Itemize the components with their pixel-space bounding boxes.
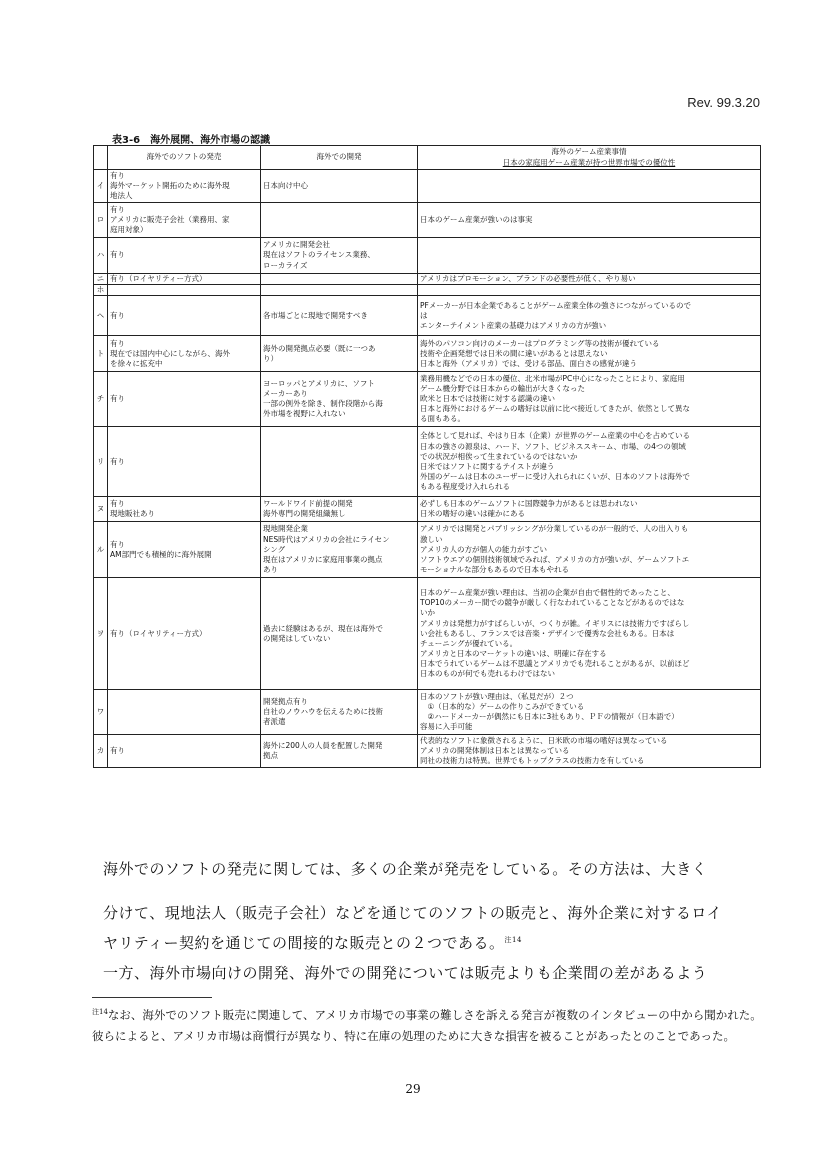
- cell-line: 有り: [110, 250, 125, 260]
- cell-rec: [418, 372, 761, 427]
- cell-line: る面もある。: [420, 414, 465, 424]
- table-row: [94, 238, 761, 274]
- cell-line: 有り: [110, 394, 125, 404]
- cell-sales: [108, 690, 261, 735]
- table-row: [94, 735, 761, 768]
- cell-line: 容易に入手可能: [420, 722, 473, 732]
- cell-line: 自社のノウハウを伝えるために技術: [263, 707, 383, 717]
- cell-line: 激しい: [420, 534, 443, 544]
- cell-line: ゲーム機分野では日本からの輸出が大きくなった: [420, 384, 585, 394]
- cell-line: モーショナルな部分もあるので日本もやれる: [420, 564, 570, 574]
- row-key: ロ: [94, 203, 108, 238]
- table-row: [94, 170, 761, 203]
- cell-line: 一部の例外を除き、制作段階から海: [263, 399, 383, 409]
- cell-sales: [108, 203, 261, 238]
- cell-line: アメリカに開発会社: [263, 240, 330, 250]
- cell-line: 庭用対象）: [110, 225, 148, 235]
- cell-line: を徐々に拡充中: [110, 358, 163, 368]
- cell-line: の開発はしていない: [263, 633, 331, 643]
- cell-line: 代表的なソフトに象徴されるように、日米欧の市場の嗜好は異なっている: [420, 736, 668, 746]
- cell-line: 海外に200人の人員を配置した開発: [263, 741, 383, 751]
- cell-rec: [418, 296, 761, 336]
- table-row: [94, 578, 761, 690]
- cell-sales: [108, 170, 261, 203]
- cell-line: TOP10のメーカー間での競争が厳しく行なわれていることなどがあるのではな: [420, 598, 685, 608]
- cell-line: 技術や企画発想では日米の間に違いがあるとは思えない: [420, 348, 608, 358]
- header-key: [94, 146, 108, 170]
- cell-dev: [261, 735, 418, 768]
- cell-dev: [261, 203, 418, 238]
- row-key: リ: [94, 427, 108, 497]
- cell-rec: [418, 427, 761, 497]
- body-line-2: 分けて、現地法人（販売子会社）などを通じてのソフトの販売と、海外企業に対するロイ: [103, 904, 722, 922]
- cell-dev: [261, 336, 418, 372]
- cell-line: ヨーロッパとアメリカに、ソフト: [263, 379, 375, 388]
- cell-rec: [418, 522, 761, 578]
- cell-line: アメリカの開発体制は日本とは異なっている: [420, 746, 570, 756]
- cell-line: メーカーあり: [263, 389, 308, 399]
- table-body: [94, 170, 761, 768]
- footnote: [92, 1002, 764, 1047]
- cell-dev: [261, 497, 418, 522]
- footnote-mark: 注14: [92, 1008, 108, 1016]
- header-recognition-line1: 海外のゲーム産業事情: [551, 147, 627, 157]
- cell-line: 現在はアメリカに家庭用事業の拠点: [263, 554, 383, 564]
- cell-line: 日本の強さの源泉は、ハード、ソフト、ビジネススキーム、市場、の4つの領域: [420, 441, 686, 451]
- cell-line: 有り: [110, 310, 125, 320]
- overseas-table: [93, 145, 761, 768]
- table-row: [94, 296, 761, 336]
- footnote-reference: 注14: [504, 936, 522, 944]
- table-row: [94, 372, 761, 427]
- table-row: [94, 285, 761, 296]
- cell-line: 海外マーケット開拓のために海外現: [110, 180, 230, 190]
- cell-line: 現地開発企業: [263, 524, 308, 534]
- header-dev: 海外での開発: [261, 146, 418, 170]
- cell-line: もある程度受け入れられる: [420, 482, 510, 491]
- body-line-3: [103, 932, 763, 953]
- cell-sales: [108, 336, 261, 372]
- cell-line: 日本のゲーム産業が強い理由は、当初の企業が自由で個性的であったこと、: [420, 588, 675, 598]
- cell-line: 日本のソフトが強い理由は、（私見だが）２つ: [420, 692, 574, 701]
- cell-sales: [108, 238, 261, 274]
- table-row: [94, 690, 761, 735]
- cell-line: 有り: [110, 456, 125, 466]
- cell-line: あり: [263, 564, 278, 574]
- cell-line: い会社もあるし、フランスでは音楽・デザインで優秀な会社もある。日本は: [420, 628, 675, 638]
- cell-line: 日本向け中心: [263, 180, 308, 190]
- cell-line: 欧米と日本では技術に対する認識の違い: [420, 394, 555, 404]
- cell-line: 有り（ロイヤリティー方式）: [110, 274, 207, 283]
- cell-dev: [261, 274, 418, 285]
- cell-rec: [418, 238, 761, 274]
- cell-line: 有り: [110, 338, 125, 348]
- table-caption: 表3-6 海外展開、海外市場の認識: [112, 135, 271, 146]
- cell-line: 必ずしも日本のゲームソフトに国際競争力があるとは思われない: [420, 499, 638, 509]
- cell-line: ①（日本的な）ゲームの作りこみができている: [420, 702, 585, 712]
- table-header-row: [94, 146, 761, 170]
- cell-line: 有り: [110, 539, 125, 549]
- cell-rec: [418, 497, 761, 522]
- cell-sales: [108, 285, 261, 296]
- cell-line: アメリカはプロモーション、ブランドの必要性が低く、やり易い: [420, 274, 636, 283]
- cell-line: AM部門でも積極的に海外展開: [110, 549, 212, 559]
- cell-dev: [261, 170, 418, 203]
- cell-sales: [108, 735, 261, 768]
- cell-line: 地法人: [110, 191, 133, 201]
- cell-rec: [418, 690, 761, 735]
- cell-line: ②ハードメーカーが偶然にも日本に3社もあり、ＰＦの情報が（日本語で）: [420, 712, 679, 722]
- page-number: 29: [405, 1082, 421, 1096]
- revision-label: Rev. 99.3.20: [687, 95, 760, 110]
- header-recognition: [418, 146, 761, 170]
- cell-line: 有り: [110, 170, 125, 180]
- row-key: ト: [94, 336, 108, 372]
- body-line-3-text: ヤリティー契約を通じての間接的な販売との２つである。: [103, 934, 505, 952]
- cell-line: 者派遣: [263, 717, 286, 727]
- cell-line: チューニングが優れている。: [420, 638, 518, 648]
- cell-line: ワールドワイド前提の開発: [263, 499, 353, 509]
- cell-line: 日本と海外（アメリカ）では、受ける部品、面白さの感覚が違う: [420, 358, 637, 368]
- cell-sales: [108, 372, 261, 427]
- body-line-1: 海外でのソフトの発売に関しては、多くの企業が発売をしている。その方法は、大きく: [103, 860, 708, 878]
- cell-dev: [261, 690, 418, 735]
- cell-rec: [418, 336, 761, 372]
- cell-rec: [418, 735, 761, 768]
- cell-sales: [108, 522, 261, 578]
- header-recognition-line2: 日本の家庭用ゲーム産業が持つ世界市場での優位性: [502, 157, 676, 167]
- row-key: ハ: [94, 238, 108, 274]
- table-row: [94, 336, 761, 372]
- cell-line: 業務用機などでの日本の優位、北米市場がPC中心になったことにより、家庭用: [420, 373, 685, 383]
- cell-line: ローカライズ: [263, 260, 308, 270]
- cell-line: 開発拠点有り: [263, 697, 308, 707]
- cell-sales: [108, 578, 261, 690]
- table-row: [94, 522, 761, 578]
- cell-rec: [418, 578, 761, 690]
- cell-sales: [108, 497, 261, 522]
- cell-dev: [261, 372, 418, 427]
- cell-line: 過去に経験はあるが、現在は海外で: [263, 623, 383, 633]
- table-row: [94, 497, 761, 522]
- cell-rec: [418, 203, 761, 238]
- header-sales: 海外でのソフトの発売: [108, 146, 261, 170]
- cell-sales: [108, 274, 261, 285]
- cell-line: 日米の嗜好の違いは確かにある: [420, 509, 525, 519]
- footnote-divider: [92, 997, 212, 998]
- cell-line: シング: [263, 544, 286, 554]
- row-key: ワ: [94, 690, 108, 735]
- cell-line: 同社の技術力は特異。世界でもトップクラスの技術力を有している: [420, 756, 645, 766]
- cell-line: 有り: [110, 204, 125, 214]
- cell-line: 各市場ごとに現地で開発すべき: [263, 310, 368, 320]
- row-key: ホ: [94, 285, 108, 296]
- row-key: ヌ: [94, 497, 108, 522]
- row-key: イ: [94, 170, 108, 203]
- cell-sales: [108, 427, 261, 497]
- cell-line: 日米ではソフトに関するテイストが違う: [420, 461, 555, 471]
- cell-line: アメリカは発想力がすばらしいが、つくりが雑。イギリスには技術力ですばらし: [420, 618, 690, 628]
- cell-line: PFメーカーが日本企業であることがゲーム産業全体の強さにつながっているので: [420, 300, 692, 310]
- cell-line: アメリカに販売子会社（業務用、家: [110, 214, 230, 224]
- cell-line: 外国のゲームは日本のユーザーに受け入れられにくいが、日本のソフトは海外で: [420, 471, 690, 481]
- cell-line: は: [420, 310, 428, 320]
- cell-line: アメリカと日本のマーケットの違いは、明確に存在する: [420, 648, 607, 658]
- cell-line: 日本でうれているゲームは不思議とアメリカでも売れることがあるが、以前ほど: [420, 659, 690, 669]
- cell-line: 日本のゲーム産業が強いのは事実: [420, 214, 533, 224]
- cell-dev: [261, 522, 418, 578]
- cell-line: アメリカ人の方が個人の能力がすごい: [420, 544, 547, 554]
- cell-line: ソフトウエアの個別技術領域でみれば、アメリカの方が強いが、ゲームソフトエ: [420, 554, 690, 564]
- row-key: ヘ: [94, 296, 108, 336]
- row-key: チ: [94, 372, 108, 427]
- cell-line: 拠点: [263, 751, 278, 761]
- cell-line: 有り: [110, 499, 125, 509]
- body-line-4: 一方、海外市場向けの開発、海外での開発については販売よりも企業間の差があるよう: [103, 964, 708, 982]
- cell-rec: [418, 285, 761, 296]
- cell-line: 現在はソフトのライセンス業務、: [263, 250, 375, 260]
- cell-sales: [108, 296, 261, 336]
- cell-dev: [261, 296, 418, 336]
- footnote-text: なお、海外でのソフト販売に関連して、アメリカ市場での事業の難しさを訴える発言が複数のインタビューの中から聞かれた。彼らによると、アメリカ市場は商慣行が異なり、特に在庫の処理のために大きな損害を被ることがあったとのことであった。: [92, 1007, 762, 1043]
- cell-line: エンターテイメント産業の基礎力はアメリカの方が強い: [420, 320, 607, 330]
- cell-line: 全体として見れば、やはり日本（企業）が世界のゲーム産業の中心を占めている: [420, 431, 690, 441]
- cell-dev: [261, 427, 418, 497]
- cell-rec: [418, 274, 761, 285]
- cell-line: アメリカでは開発とパブリッシングが分業しているのが一般的で、人の出入りも: [420, 524, 689, 534]
- cell-dev: [261, 285, 418, 296]
- row-key: カ: [94, 735, 108, 768]
- cell-line: 海外専門の開発組織無し: [263, 509, 346, 519]
- cell-dev: [261, 238, 418, 274]
- cell-line: 現在では国内中心にしながら、海外: [110, 348, 230, 358]
- row-key: ニ: [94, 274, 108, 285]
- row-key: ヲ: [94, 578, 108, 690]
- cell-line: 外市場を視野に入れない: [263, 409, 346, 419]
- cell-line: NES時代はアメリカの会社にライセン: [263, 534, 390, 544]
- table-row: [94, 274, 761, 285]
- cell-line: り）: [263, 353, 278, 363]
- cell-line: 現地販社あり: [110, 509, 155, 519]
- cell-dev: [261, 578, 418, 690]
- cell-line: 海外の開発拠点必要（既に一つあ: [263, 343, 376, 353]
- table-row: [94, 203, 761, 238]
- cell-line: いか: [420, 608, 435, 618]
- cell-line: 有り: [110, 746, 125, 756]
- cell-line: 日本と海外におけるゲームの嗜好は以前に比べ接近してきたが、依然として異な: [420, 404, 690, 414]
- table-row: [94, 427, 761, 497]
- cell-line: 有り（ロイヤリティー方式）: [110, 628, 207, 638]
- cell-line: での状況が相俟って生まれているのではないか: [420, 451, 578, 461]
- cell-line: 日本のものが何でも売れるわけではない: [420, 669, 555, 679]
- row-key: ル: [94, 522, 108, 578]
- cell-line: 海外のパソコン向けのメーカーはプログラミング等の技術が優れている: [420, 338, 660, 348]
- cell-rec: [418, 170, 761, 203]
